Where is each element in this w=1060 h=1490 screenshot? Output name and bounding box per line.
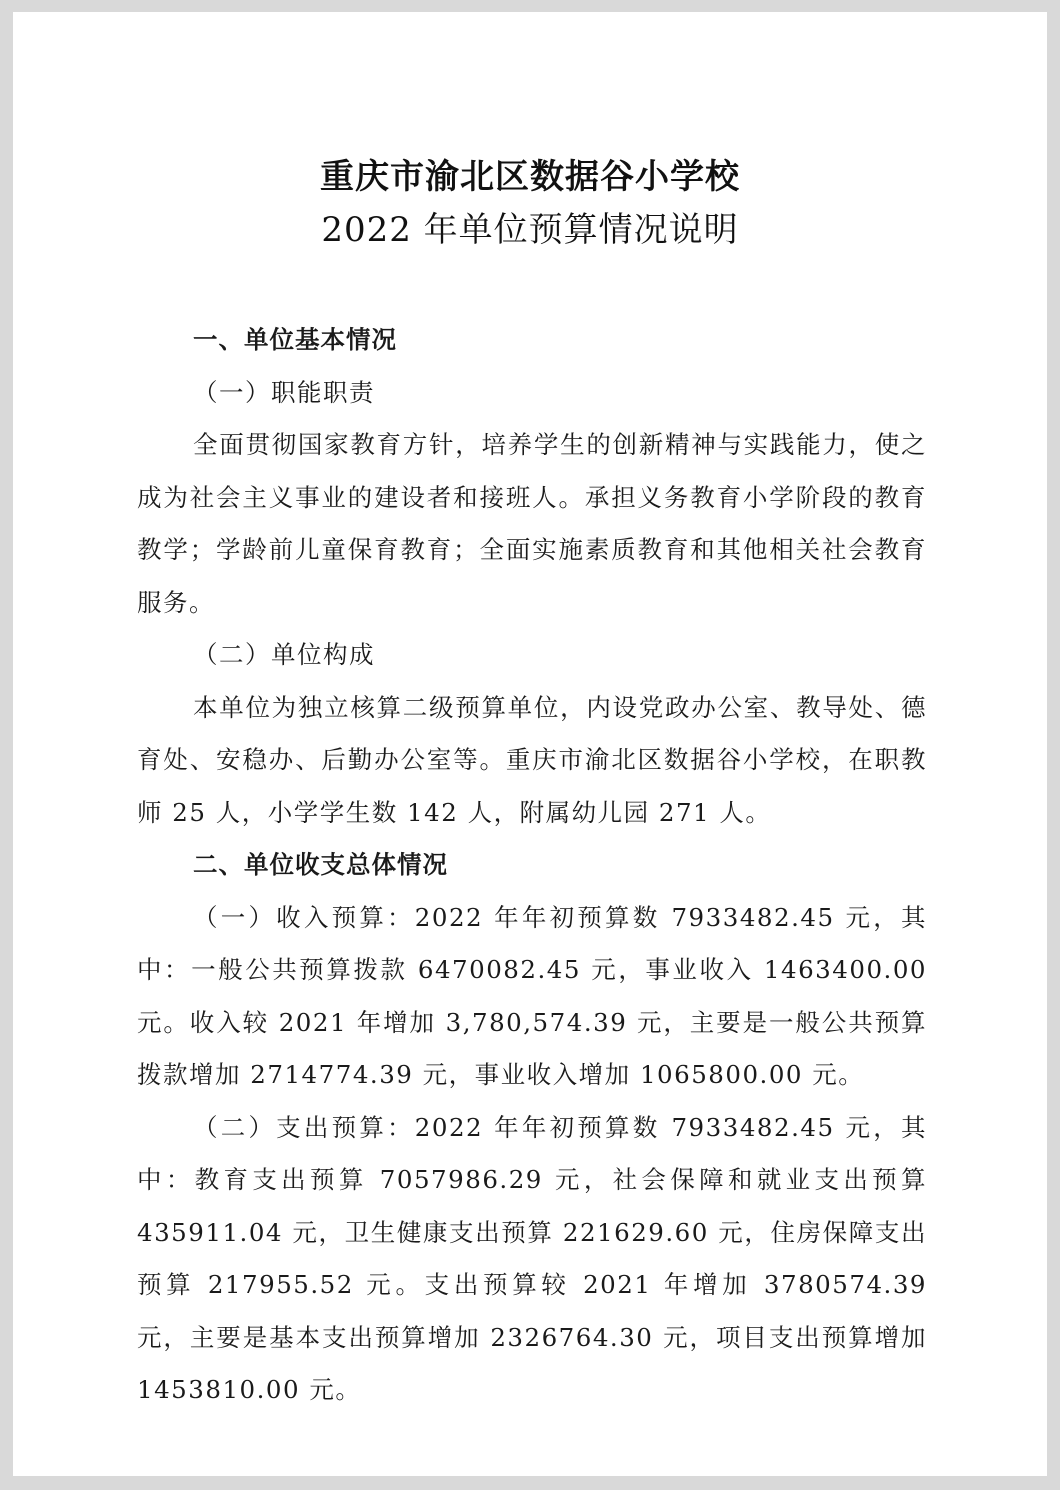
subheading-composition: （二）单位构成	[193, 640, 375, 669]
paragraph-functions: 全面贯彻国家教育方针，培养学生的创新精神与实践能力，使之成为社会主义事业的建设者和接班人。承担义务教育小学阶段的教育教学；学龄前儿童保育教育；全面实施素质教育和其他相关社会教育服务。	[137, 430, 927, 617]
paragraph-expense-budget: （二）支出预算：2022 年年初预算数 7933482.45 元，其中：教育支出预算 7057986.29 元，社会保障和就业支出预算 435911.04 元，卫生健康支出预算 221629.60 元，住房保障支出预算 217955.52 元。支出预算较 2021 年增加 3780574.39 元，主要是基本支出预算增加 2326764.30 元，项目支出预算增加 1453810.00 元。	[137, 1112, 927, 1404]
document-body	[137, 314, 927, 1417]
subheading-functions: （一）职能职责	[193, 377, 375, 407]
paragraph-composition: 本单位为独立核算二级预算单位，内设党政办公室、教导处、德育处、安稳办、后勤办公室等。重庆市渝北区数据谷小学校，在职教师 25 人，小学学生数 142 人，附属幼儿园 271 人。	[137, 692, 927, 827]
paragraph-income-budget: （一）收入预算：2022 年年初预算数 7933482.45 元，其中：一般公共预算拨款 6470082.45 元，事业收入 1463400.00 元。收入较 2021 年增加 3,780,574.39 元，主要是一般公共预算拨款增加 2714774.39 元，事业收入增加 1065800.00 元。	[137, 902, 927, 1089]
document-title-line1: 重庆市渝北区数据谷小学校	[320, 157, 740, 197]
section-heading-basic-info: 一、单位基本情况	[193, 325, 397, 354]
section-heading-budget-overview: 二、单位收支总体情况	[193, 850, 448, 879]
document-title-line2: 2022 年单位预算情况说明	[321, 210, 739, 250]
document-page	[13, 12, 1047, 1476]
